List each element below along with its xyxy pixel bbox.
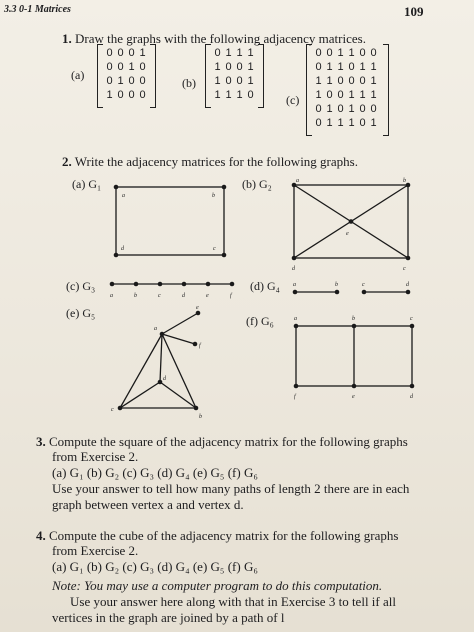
g3-vertex-c (158, 282, 163, 287)
exercise-4-number: 4. (36, 528, 46, 543)
exercise-4-line-6: vertices in the graph are joined by a path of l (52, 610, 285, 625)
g4-label-b: b (335, 282, 338, 288)
matrix-cell: 0 (359, 117, 366, 129)
g6-vertex-a (294, 324, 299, 329)
exercise-3-line-4: Use your answer to tell how many paths of length 2 there are in each (52, 481, 410, 496)
g4-vertex-b (335, 290, 340, 295)
g5-edge-d-c (120, 382, 160, 408)
matrix-cell: 0 (128, 47, 135, 59)
g5-vertex-f (193, 342, 198, 347)
g4-vertex-c (362, 290, 367, 295)
g1-vertex-d (114, 253, 119, 258)
matrix-cell: 0 (337, 75, 344, 87)
matrix-cell: 0 (106, 75, 113, 87)
ex1-b-label: (b) (182, 76, 196, 90)
g4-label-a: a (293, 282, 296, 288)
g6-label-d: d (410, 394, 413, 400)
matrix-cell: 1 (337, 61, 344, 73)
matrix-cell: 1 (348, 117, 355, 129)
matrix-cell: 0 (337, 89, 344, 101)
g3-vertex-e (206, 282, 211, 287)
matrix-cell: 1 (348, 89, 355, 101)
g1-rectangle (116, 187, 224, 255)
matrix-cell: 1 (214, 75, 221, 87)
graph-g6-label: (f) G₆ (246, 314, 274, 328)
exercise-3-text-1: Compute the square of the adjacency matrix for the following graphs (49, 434, 408, 449)
g6-vertex-f (294, 384, 299, 389)
matrix-cell: 0 (128, 89, 135, 101)
g5-vertex-b (194, 406, 199, 411)
matrix-cell: 1 (139, 47, 146, 59)
g1-label-d: d (121, 246, 124, 252)
g2-label-a: a (296, 178, 299, 184)
matrix-cell: 0 (326, 47, 333, 59)
matrix-cell: 1 (326, 61, 333, 73)
matrix-cell: 1 (370, 61, 377, 73)
matrix-cell: 0 (106, 61, 113, 73)
g6-vertex-d (410, 384, 415, 389)
graph-g3-label: (c) G₃ (66, 279, 96, 293)
g4-label-d: d (406, 282, 409, 288)
matrix-cell: 0 (214, 47, 221, 59)
matrix-cell: 0 (106, 47, 113, 59)
matrix-cell: 1 (106, 89, 113, 101)
exercise-4-line-2: from Exercise 2. (52, 543, 139, 558)
ex1-c-label: (c) (286, 93, 300, 107)
g5-vertex-c (118, 406, 123, 411)
matrix-cell: 1 (315, 75, 322, 87)
matrix-cell: 1 (128, 61, 135, 73)
exercise-3-line-3: (a) G₁ (b) G₂ (c) G₃ (d) G₄ (e) G₅ (f) G₆ (52, 465, 258, 480)
matrix-cell: 1 (359, 89, 366, 101)
matrix-cell: 0 (359, 75, 366, 87)
g2-label-c: c (403, 266, 406, 272)
g2-label-d: d (292, 266, 295, 272)
g2-vertex-e (349, 219, 354, 224)
g3-label-a: a (110, 293, 113, 299)
g6-label-b: b (352, 316, 355, 322)
g3-vertex-a (110, 282, 115, 287)
page-number: 109 (404, 4, 424, 19)
matrix-cell: 0 (315, 61, 322, 73)
matrix-cell: 0 (128, 75, 135, 87)
matrix-cell: 0 (370, 103, 377, 115)
g2-label-b: b (403, 178, 406, 184)
exercise-4-line-4: Note: You may use a computer program to do this computation. (52, 578, 383, 593)
matrix-cell: 1 (117, 75, 124, 87)
g1-label-b: b (212, 193, 215, 199)
g1-label-c: c (213, 246, 216, 252)
matrix-cell: 0 (315, 103, 322, 115)
g3-label-d: d (182, 293, 185, 299)
matrix-cell: 0 (225, 75, 232, 87)
section-header: 3.3 0-1 Matrices (4, 4, 71, 15)
g2-vertex-d (292, 256, 297, 261)
g6-label-a: a (294, 316, 297, 322)
exercise-3-line-5: graph between vertex a and vertex d. (52, 497, 244, 512)
exercise-4-text-1: Compute the cube of the adjacency matrix for the following graphs (49, 528, 399, 543)
matrix-cell: 1 (315, 89, 322, 101)
ex1-a-label: (a) (71, 68, 85, 82)
matrix-cell: 1 (370, 117, 377, 129)
matrix-cell: 1 (337, 47, 344, 59)
matrix-cell: 1 (337, 117, 344, 129)
exercise-2-text: Write the adjacency matrices for the following graphs. (74, 154, 358, 169)
g4-vertex-d (406, 290, 411, 295)
exercise-3-line-2: from Exercise 2. (52, 449, 139, 464)
exercise-3-number: 3. (36, 434, 46, 449)
graph-g5-label: (e) G₅ (66, 306, 96, 320)
exercise-4-line-5: Use your answer here along with that in Exercise 3 to tell if all (70, 594, 396, 609)
g5-label-c: c (111, 407, 114, 413)
matrix-cell: 1 (326, 75, 333, 87)
matrix-cell: 1 (225, 47, 232, 59)
exercise-3-line-1 (36, 434, 408, 449)
matrix-cell: 1 (247, 47, 254, 59)
matrix-cell: 0 (315, 117, 322, 129)
exercise-1-text: Draw the graphs with the following adjacency matrices. (75, 31, 366, 46)
g6-vertex-e (352, 384, 357, 389)
g5-edge-a-f (162, 334, 195, 344)
g5-label-f: f (199, 343, 201, 349)
g2-label-e: e (346, 231, 349, 237)
g3-label-e: e (206, 293, 209, 299)
exercise-4-line-3: (a) G₁ (b) G₂ (c) G₃ (d) G₄ (e) G₅ (f) G₆ (52, 559, 258, 574)
g4-vertex-a (293, 290, 298, 295)
matrix-cell: 0 (117, 89, 124, 101)
g5-label-b: b (199, 414, 202, 420)
matrix-cell: 1 (348, 103, 355, 115)
matrix-cell: 0 (247, 89, 254, 101)
matrix-cell: 1 (359, 61, 366, 73)
g5-label-e: e (196, 305, 199, 311)
matrix-cell: 1 (247, 61, 254, 73)
g5-edge-a-c (120, 334, 162, 408)
graph-g2-label: (b) G₂ (242, 177, 272, 191)
matrix-cell: 1 (225, 89, 232, 101)
g5-label-d: d (163, 376, 166, 382)
matrix-cell: 1 (348, 47, 355, 59)
g5-vertex-e (196, 311, 201, 316)
g5-edge-a-d (160, 334, 162, 382)
g5-vertex-a (160, 332, 165, 337)
g3-label-c: c (158, 293, 161, 299)
g5-vertex-d (158, 380, 163, 385)
g1-vertex-a (114, 185, 119, 190)
matrix-cell: 1 (326, 103, 333, 115)
matrix-cell: 1 (370, 75, 377, 87)
g6-vertex-c (410, 324, 415, 329)
g6-label-e: e (352, 394, 355, 400)
g6-label-c: c (410, 316, 413, 322)
matrix-cell: 0 (326, 89, 333, 101)
g3-vertex-b (134, 282, 139, 287)
matrix-cell: 0 (348, 75, 355, 87)
matrix-cell: 0 (139, 89, 146, 101)
matrix-cell: 0 (359, 47, 366, 59)
g1-label-a: a (122, 193, 125, 199)
matrix-cell: 0 (117, 61, 124, 73)
matrix-cell: 1 (370, 89, 377, 101)
exercise-4-line-1 (36, 528, 398, 543)
matrix-cell: 1 (214, 89, 221, 101)
matrix-cell: 0 (117, 47, 124, 59)
graph-g4-label: (d) G₄ (250, 279, 280, 293)
matrix-cell: 0 (370, 47, 377, 59)
g5-edge-a-b (162, 334, 196, 408)
matrix-cell: 0 (236, 75, 243, 87)
g2-vertex-c (406, 256, 411, 261)
matrix-cell: 0 (315, 47, 322, 59)
exercise-2-number: 2. (62, 154, 72, 169)
g5-edge-a-e (162, 313, 198, 334)
g5-label-a: a (154, 326, 157, 332)
matrix-cell: 0 (139, 75, 146, 87)
g1-vertex-c (222, 253, 227, 258)
graph-g1-label: (a) G₁ (72, 177, 102, 191)
matrix-cell: 0 (348, 61, 355, 73)
matrix-cell: 1 (247, 75, 254, 87)
g2-vertex-b (406, 183, 411, 188)
g3-vertex-d (182, 282, 187, 287)
matrix-cell: 1 (236, 47, 243, 59)
matrix-cell: 0 (337, 103, 344, 115)
g4-label-c: c (362, 282, 365, 288)
matrix-cell: 1 (236, 89, 243, 101)
matrix-cell: 1 (326, 117, 333, 129)
g1-vertex-b (222, 185, 227, 190)
matrix-cell: 1 (214, 61, 221, 73)
g3-label-f: f (230, 293, 232, 299)
g6-vertex-b (352, 324, 357, 329)
matrix-cell: 0 (225, 61, 232, 73)
g3-vertex-f (230, 282, 235, 287)
matrix-cell: 0 (139, 61, 146, 73)
g6-label-f: f (294, 394, 296, 400)
g3-label-b: b (134, 293, 137, 299)
exercise-1-number: 1. (62, 31, 72, 46)
matrix-cell: 0 (359, 103, 366, 115)
matrix-cell: 0 (236, 61, 243, 73)
